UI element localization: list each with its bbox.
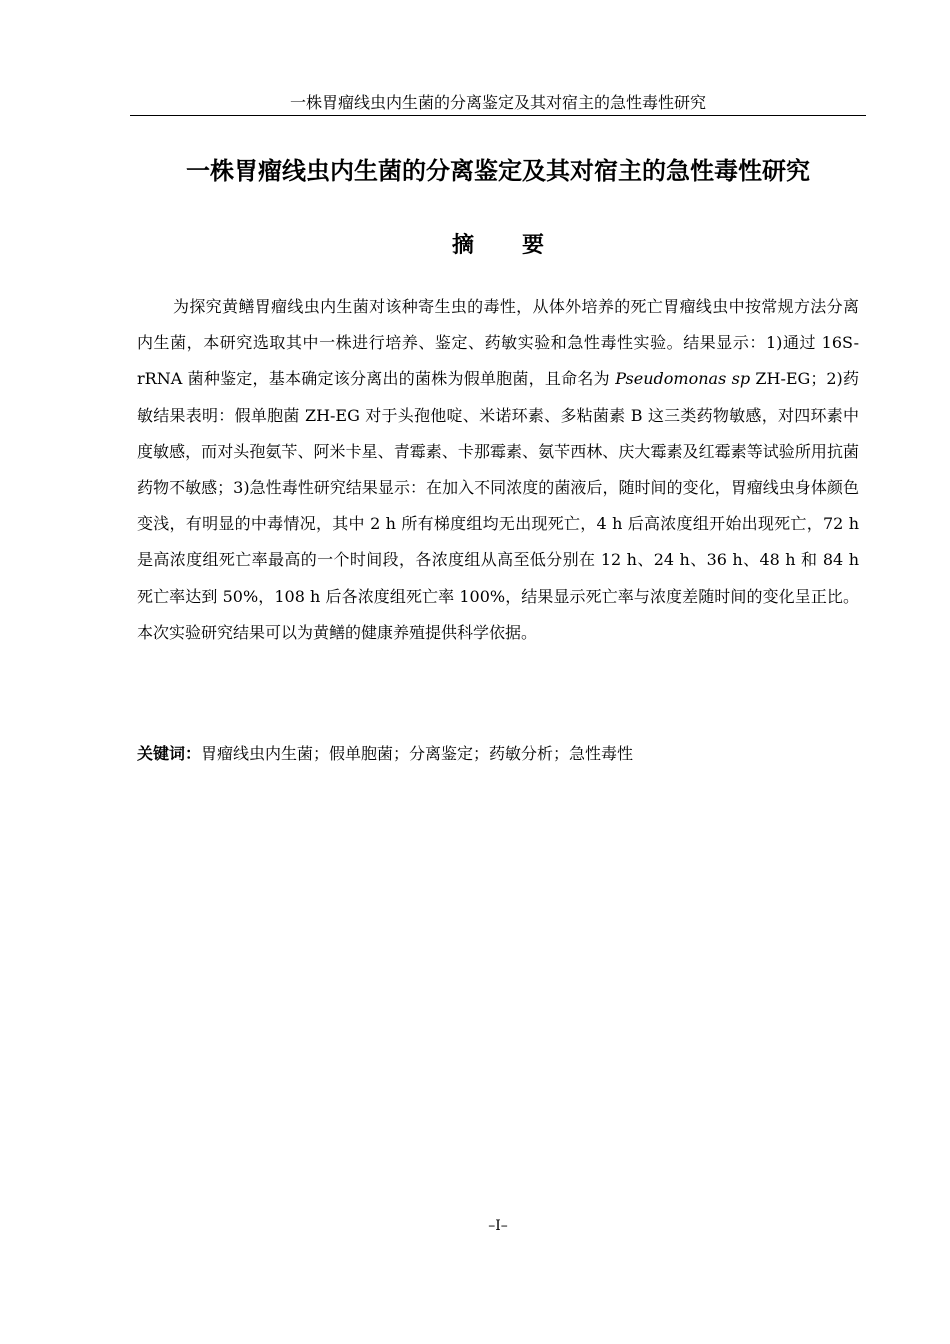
- keywords-label: 关键词：: [137, 744, 202, 763]
- running-header: 一株胃瘤线虫内生菌的分离鉴定及其对宿主的急性毒性研究: [289, 93, 706, 112]
- species-name: Pseudomonas sp: [615, 369, 751, 389]
- document-title: 一株胃瘤线虫内生菌的分离鉴定及其对宿主的急性毒性研究: [186, 157, 810, 185]
- abstract-paragraph: [137, 289, 859, 651]
- abstract-heading-char-2: 要: [522, 233, 545, 258]
- abstract-text-part-1: 为探究黄鳝胃瘤线虫内生菌对该种寄生虫的毒性，从体外培养的死亡胃瘤线虫中按常规方法分离内生菌，本研究选取其中一株进行培养、鉴定、药敏实验和急性毒性实验。结果显示：1)通过 16S-rRNA 菌种鉴定，基本确定该分离出的菌株为假单胞菌，且命名为: [137, 297, 859, 389]
- abstract-heading-char-1: 摘: [451, 233, 474, 258]
- abstract-heading: [100, 228, 896, 264]
- header-rule: [130, 115, 866, 116]
- abstract-text-part-2: ZH-EG；2)药敏结果表明：假单胞菌 ZH-EG 对于头孢他啶、米诺环素、多粘菌素 B 这三类药物敏感，对四环素中度敏感，而对头孢氨苄、阿米卡星、青霉素、卡那霉素、氨苄西林、庆大霉素及红霉素等试验所用抗菌药物不敏感；3)急性毒性研究结果显示：在加入不同浓度的菌液后，随时间的变化，胃瘤线虫身体颜色变浅，有明显的中毒情况，其中 2 h 所有梯度组均无出现死亡，4 h 后高浓度组开始出现死亡，72 h 是高浓度组死亡率最高的一个时间段，各浓度组从高至低分别在 12 h、24 h、36 h、48 h 和 84 h 死亡率达到 50%，108 h 后各浓度组死亡率 100%，结果显示死亡率与浓度差随时间的变化呈正比。本次实验研究结果可以为黄鳝的健康养殖提供科学依据。: [137, 369, 859, 642]
- keywords-line: [137, 736, 859, 772]
- page-number: –I–: [488, 1218, 508, 1234]
- keywords-text: 胃瘤线虫内生菌；假单胞菌；分离鉴定；药敏分析；急性毒性: [201, 744, 634, 763]
